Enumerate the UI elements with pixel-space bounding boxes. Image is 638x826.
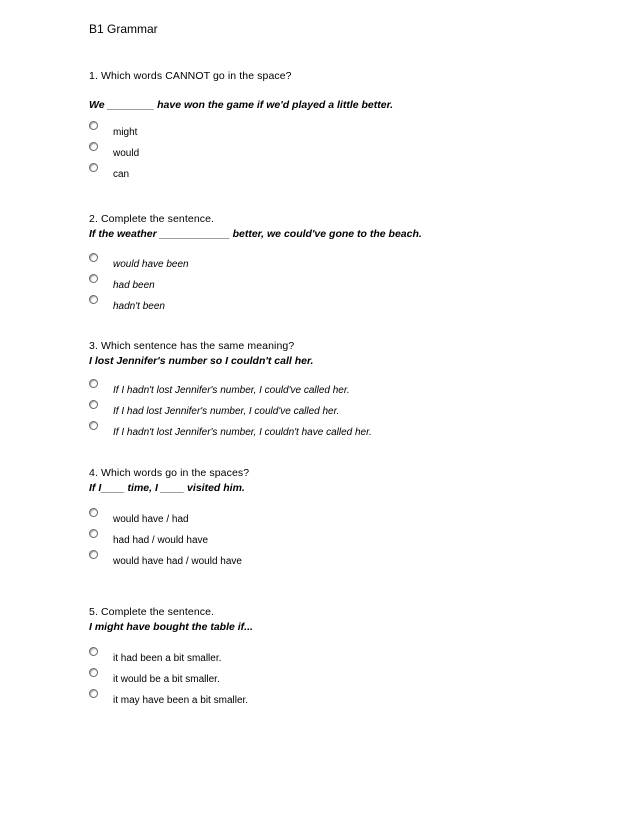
radio-button-icon[interactable] [89,400,98,409]
option-3c[interactable] [89,427,609,448]
option-label: hadn't been [113,301,165,312]
document-header: B1 Grammar [89,22,158,36]
question-prompt: I lost Jennifer's number so I couldn't call her. [89,355,314,367]
option-2c[interactable] [89,301,609,322]
option-label: it had been a bit smaller. [113,653,222,664]
question-prompt: I might have bought the table if... [89,621,253,633]
option-label: If I hadn't lost Jennifer's number, I couldn't have called her. [113,427,372,438]
question-prompt: We ________ have won the game if we'd played a little better. [89,99,394,111]
question-title: 2. Complete the sentence. [89,213,215,225]
question-1 [89,70,609,190]
option-label: would have had / would have [113,556,242,567]
option-label: If I hadn't lost Jennifer's number, I could've called her. [113,385,350,396]
radio-button-icon[interactable] [89,163,98,172]
question-title: 3. Which sentence has the same meaning? [89,340,295,352]
option-3b[interactable] [89,406,609,427]
question-title: 5. Complete the sentence. [89,606,215,618]
option-label: might [113,127,138,138]
option-label: can [113,169,130,180]
option-label: had had / would have [113,535,209,546]
radio-button-icon[interactable] [89,647,98,656]
question-title: 4. Which words go in the spaces? [89,467,250,479]
question-4 [89,467,609,577]
option-4a[interactable] [89,514,609,535]
option-label: If I had lost Jennifer's number, I could've called her. [113,406,340,417]
radio-button-icon[interactable] [89,121,98,130]
question-prompt: If I____ time, I ____ visited him. [89,482,245,494]
radio-button-icon[interactable] [89,529,98,538]
option-label: would have / had [113,514,189,525]
option-2a[interactable] [89,259,609,280]
option-4c[interactable] [89,556,609,577]
option-label: would [113,148,140,159]
radio-button-icon[interactable] [89,421,98,430]
option-2b[interactable] [89,280,609,301]
option-5c[interactable] [89,695,609,716]
question-3 [89,340,609,448]
question-prompt: If the weather ____________ better, we could've gone to the beach. [89,228,422,240]
option-label: had been [113,280,155,291]
question-5 [89,606,609,716]
radio-button-icon[interactable] [89,142,98,151]
radio-button-icon[interactable] [89,274,98,283]
option-5a[interactable] [89,653,609,674]
option-label: it may have been a bit smaller. [113,695,249,706]
radio-button-icon[interactable] [89,379,98,388]
radio-button-icon[interactable] [89,550,98,559]
radio-button-icon[interactable] [89,253,98,262]
radio-button-icon[interactable] [89,668,98,677]
question-2 [89,213,609,322]
option-3a[interactable] [89,385,609,406]
radio-button-icon[interactable] [89,295,98,304]
option-1b[interactable] [89,148,609,169]
option-5b[interactable] [89,674,609,695]
option-1a[interactable] [89,127,609,148]
option-1c[interactable] [89,169,609,190]
radio-button-icon[interactable] [89,689,98,698]
option-label: would have been [113,259,189,270]
option-label: it would be a bit smaller. [113,674,220,685]
option-4b[interactable] [89,535,609,556]
radio-button-icon[interactable] [89,508,98,517]
question-title: 1. Which words CANNOT go in the space? [89,70,292,82]
